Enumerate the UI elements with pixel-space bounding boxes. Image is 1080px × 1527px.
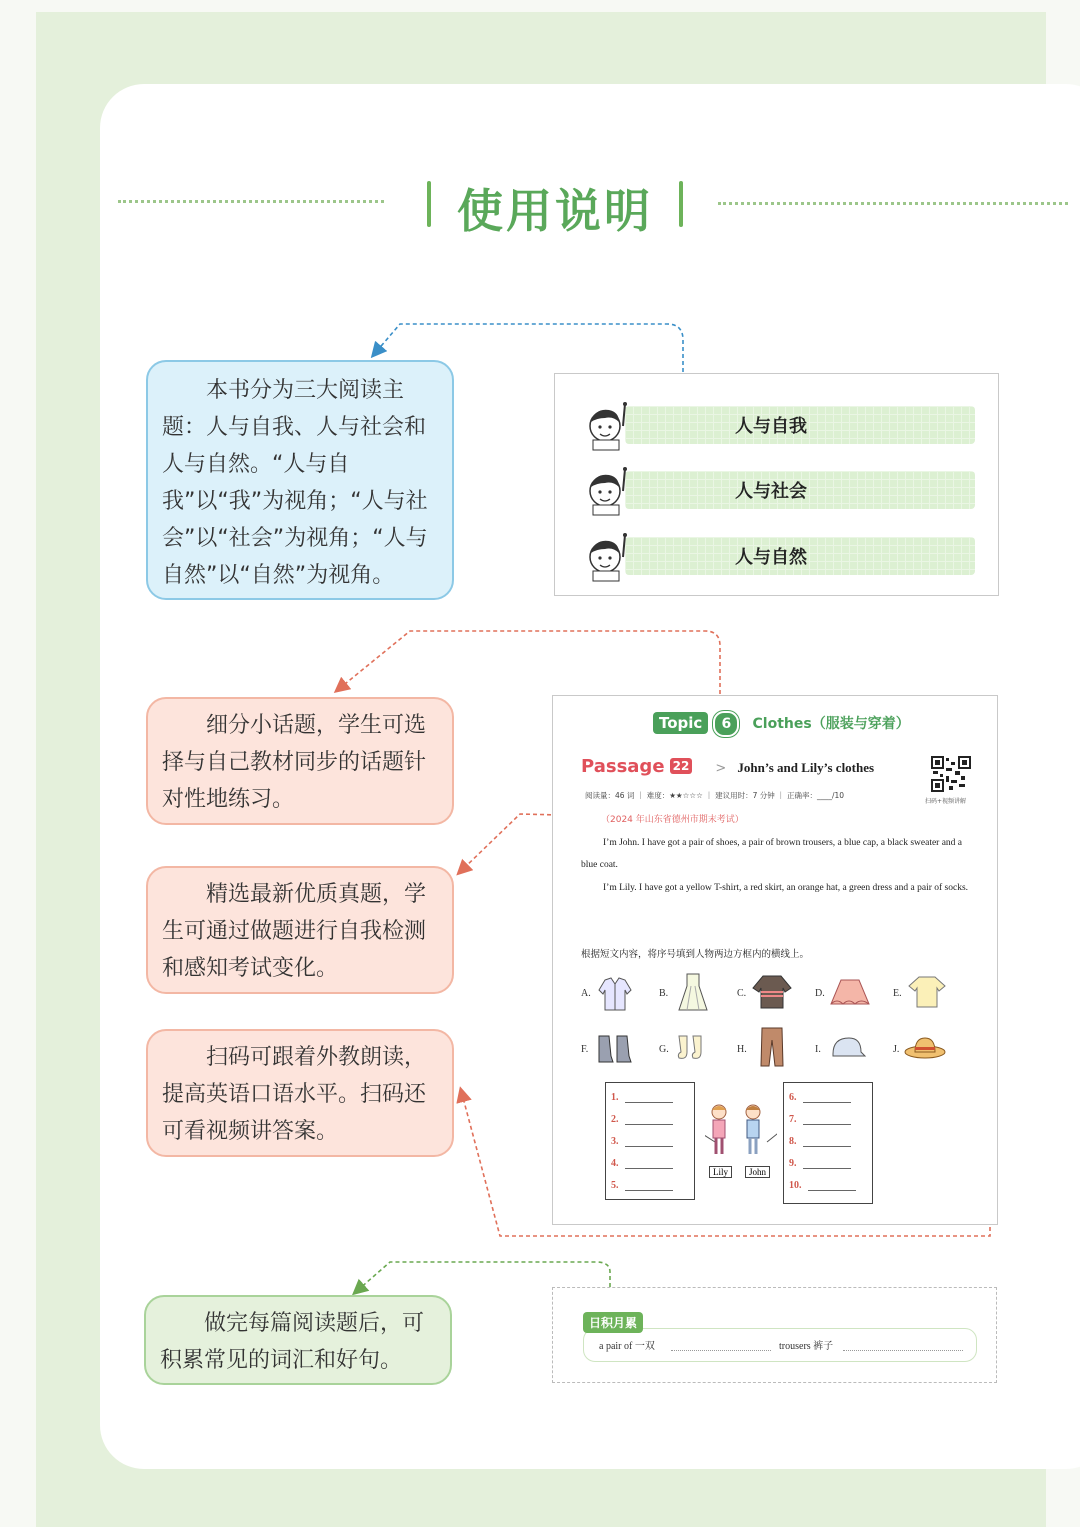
theme-label-society: 人与社会 — [735, 481, 807, 502]
passage-number: 22 — [670, 758, 693, 774]
passage-paragraph-1: I’m John. I have got a pair of shoes, a pair of brown trousers, a blue cap, a black sweater and a blue coat. — [581, 838, 963, 870]
lily-and-john-illustration — [705, 1102, 777, 1164]
note-scan: 扫码可跟着外教朗读，提高英语口语水平。扫码还可看视频讲答案。 — [146, 1029, 454, 1157]
vocab-title: 日积月累 — [583, 1312, 643, 1333]
page-title: 使用说明 — [457, 184, 653, 238]
shoes-icon — [595, 1030, 635, 1066]
passage-label: Passage — [581, 756, 665, 777]
option-label: D. — [815, 988, 825, 999]
name-tag-lily: Lily — [709, 1166, 732, 1178]
trousers-icon — [759, 1026, 785, 1068]
theme-label-nature: 人与自然 — [735, 547, 807, 568]
theme-row-society — [585, 465, 975, 515]
answer-blank[interactable]: 10. — [789, 1180, 856, 1191]
option-label: F. — [581, 1044, 589, 1055]
jacket-icon — [595, 976, 635, 1012]
theme-label-self: 人与自我 — [735, 416, 807, 437]
socks-icon — [675, 1034, 707, 1062]
note-themes: 本书分为三大阅读主题：人与自我、人与社会和人与自然。“人与自我”以“我”为视角；“人与社会”以“社会”为视角；“人与自然”以“自然”为视角。 — [146, 360, 454, 600]
answer-blank[interactable]: 9. — [789, 1158, 851, 1169]
vocab-dotted-line — [671, 1350, 771, 1351]
topic-badge: Topic — [653, 712, 708, 734]
option-label: B. — [659, 988, 669, 999]
option-label: H. — [737, 1044, 747, 1055]
kid-icon — [585, 527, 633, 583]
topic-header — [653, 711, 910, 735]
theme-row-nature — [585, 531, 975, 581]
kid-icon — [585, 461, 633, 517]
option-label: A. — [581, 988, 591, 999]
topic-title: Clothes（服装与穿着） — [752, 716, 910, 732]
option-label: E. — [893, 988, 902, 999]
name-tag-john: John — [745, 1166, 770, 1178]
vocab-item: a pair of 一双 — [599, 1341, 655, 1352]
answer-blank[interactable]: 8. — [789, 1136, 851, 1147]
answer-blank[interactable]: 5. — [611, 1180, 673, 1191]
answer-blank[interactable]: 6. — [789, 1092, 851, 1103]
sample-page-panel — [552, 695, 998, 1225]
sweater-icon — [751, 972, 793, 1012]
theme-row-self — [585, 400, 975, 450]
note-exams: 精选最新优质真题，学生可通过做题进行自我检测和感知考试变化。 — [146, 866, 454, 994]
option-label: C. — [737, 988, 747, 999]
answer-blank[interactable]: 3. — [611, 1136, 673, 1147]
qr-caption: 扫码+视频讲解 — [925, 798, 967, 805]
passage-paragraph-2: I’m Lily. I have got a yellow T-shirt, a red skirt, an orange hat, a green dress and a pair of socks. — [603, 883, 969, 893]
exercise-instruction: 根据短文内容，将序号填到人物两边方框内的横线上。 — [581, 949, 810, 960]
note-vocab: 做完每篇阅读题后，可积累常见的词汇和好句。 — [144, 1295, 452, 1385]
kid-icon — [585, 396, 633, 452]
answer-blank[interactable]: 4. — [611, 1158, 673, 1169]
vocab-item: trousers 裤子 — [779, 1341, 834, 1352]
option-label: I. — [815, 1044, 821, 1055]
vocab-dotted-line — [843, 1350, 963, 1351]
answer-blank[interactable]: 7. — [789, 1114, 851, 1125]
tshirt-icon — [907, 974, 947, 1010]
answer-blank[interactable]: 2. — [611, 1114, 673, 1125]
themes-panel — [554, 373, 999, 596]
topic-number: 6 — [713, 711, 739, 737]
vocab-panel — [552, 1287, 997, 1383]
chevron-right-icon: > — [715, 761, 727, 776]
note-topics: 细分小话题，学生可选择与自己教材同步的话题针对性地练习。 — [146, 697, 454, 825]
skirt-icon — [829, 978, 871, 1008]
option-label: G. — [659, 1044, 669, 1055]
hat-icon — [903, 1036, 947, 1060]
passage-header — [581, 756, 874, 777]
option-label: J. — [893, 1044, 900, 1055]
exam-source: （2024 年山东省德州市期末考试） — [601, 815, 744, 825]
dress-icon — [673, 972, 713, 1012]
passage-title: John’s and Lily’s clothes — [737, 760, 875, 775]
qr-code-icon[interactable] — [931, 756, 971, 792]
answer-blank[interactable]: 1. — [611, 1092, 673, 1103]
passage-meta: 阅读量：46 词 ｜ 难度：★★☆☆☆ ｜ 建议用时：7 分钟 ｜ 正确率：____/10 — [585, 791, 845, 800]
cap-icon — [827, 1034, 867, 1062]
